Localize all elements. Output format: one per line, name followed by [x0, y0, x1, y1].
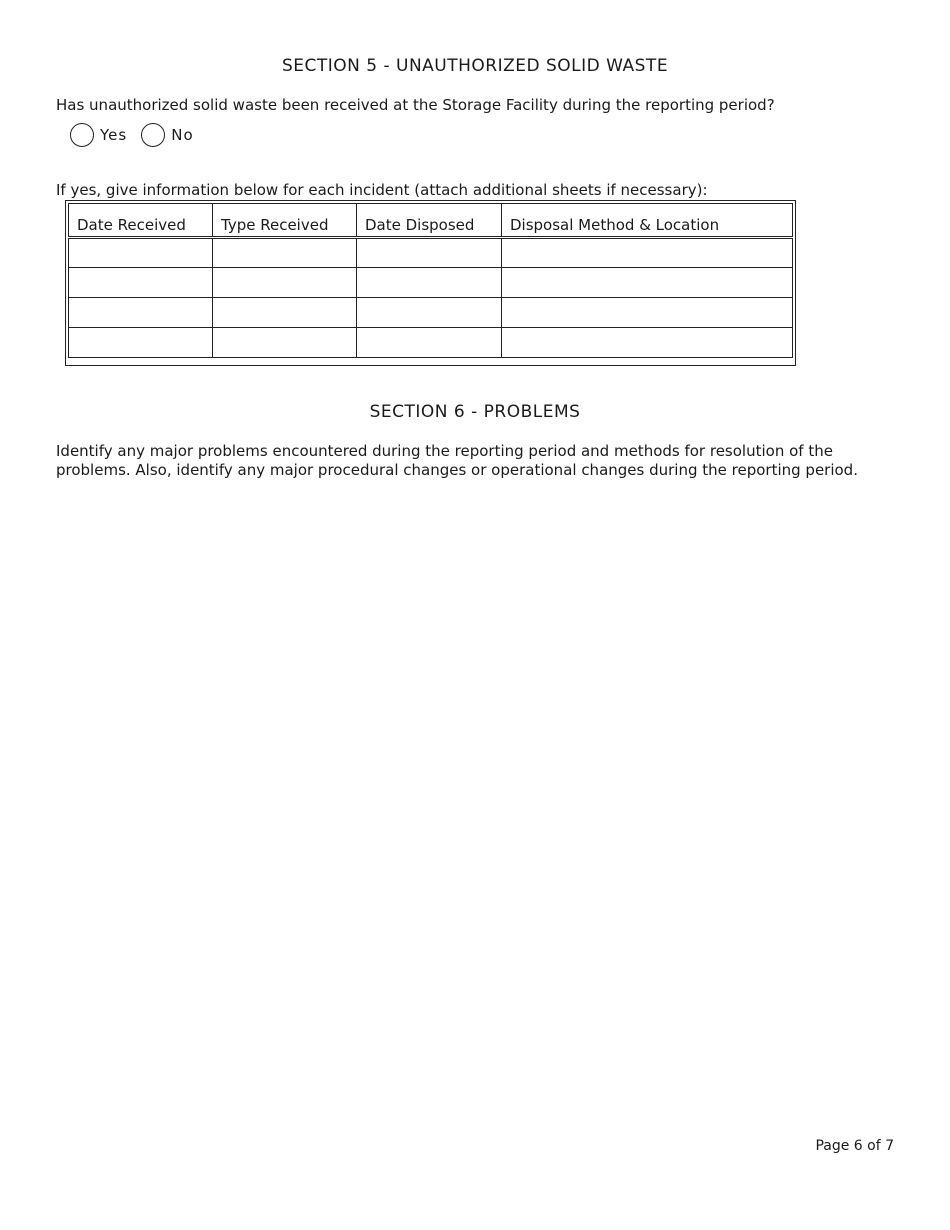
table-row: [69, 298, 793, 328]
column-header-type-received: Type Received: [213, 204, 357, 238]
problems-instructions-line-2: problems. Also, identify any major procedural changes or operational changes during the reporting period.: [56, 461, 858, 479]
section5-heading: SECTION 5 - UNAUTHORIZED SOLID WASTE: [281, 56, 669, 76]
date-received-cell[interactable]: [69, 298, 213, 328]
problems-instructions-line-1: Identify any major problems encountered during the reporting period and methods for resolution of the: [56, 442, 833, 460]
date-received-cell[interactable]: [69, 328, 213, 358]
page-number: Page 6 of 7: [815, 1138, 894, 1154]
column-header-date-received: Date Received: [69, 204, 213, 238]
date-disposed-cell[interactable]: [357, 328, 502, 358]
table-row: [69, 268, 793, 298]
date-received-cell[interactable]: [69, 268, 213, 298]
type-received-cell[interactable]: [213, 298, 357, 328]
no-radio-button[interactable]: [141, 123, 165, 147]
table-row: [69, 238, 793, 268]
date-disposed-cell[interactable]: [357, 298, 502, 328]
unauthorized-waste-question: Has unauthorized solid waste been received at the Storage Facility during the reporting period?: [56, 96, 775, 114]
disposal-method-location-cell[interactable]: [502, 238, 793, 268]
yes-radio-button[interactable]: [70, 123, 94, 147]
incident-instructions: If yes, give information below for each incident (attach additional sheets if necessary):: [56, 181, 708, 199]
no-radio-option[interactable]: [141, 123, 193, 147]
unauthorized-waste-radio-group: [70, 121, 208, 149]
disposal-method-location-cell[interactable]: [502, 268, 793, 298]
column-header-date-disposed: Date Disposed: [357, 204, 502, 238]
incident-table-header-row: [69, 204, 793, 238]
section6-heading: SECTION 6 - PROBLEMS: [369, 402, 581, 422]
disposal-method-location-cell[interactable]: [502, 328, 793, 358]
column-header-disposal-method-location: Disposal Method & Location: [502, 204, 793, 238]
problems-response-area[interactable]: [56, 490, 894, 1110]
incident-table-frame: [65, 200, 796, 366]
yes-radio-label: Yes: [100, 126, 128, 144]
no-radio-label: No: [171, 126, 194, 144]
type-received-cell[interactable]: [213, 238, 357, 268]
type-received-cell[interactable]: [213, 328, 357, 358]
incident-table: [68, 203, 793, 358]
type-received-cell[interactable]: [213, 268, 357, 298]
date-disposed-cell[interactable]: [357, 238, 502, 268]
table-row: [69, 328, 793, 358]
date-received-cell[interactable]: [69, 238, 213, 268]
date-disposed-cell[interactable]: [357, 268, 502, 298]
disposal-method-location-cell[interactable]: [502, 298, 793, 328]
yes-radio-option[interactable]: [70, 123, 127, 147]
